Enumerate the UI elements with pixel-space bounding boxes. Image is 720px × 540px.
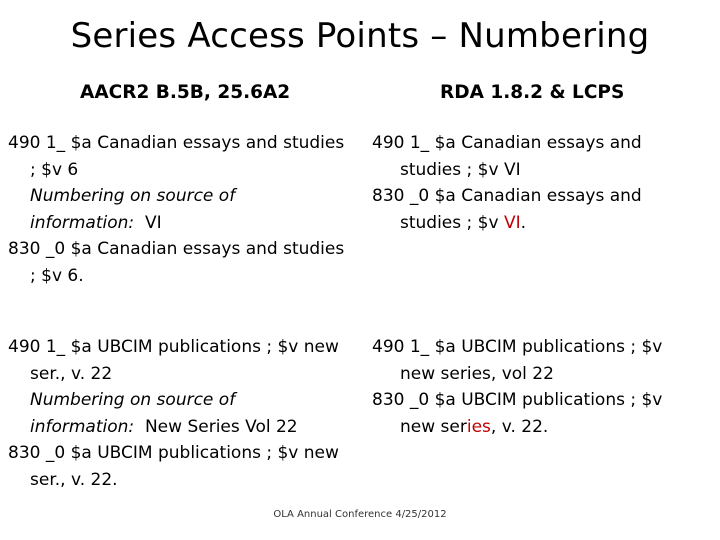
rda-ex1-830-line2 (372, 210, 717, 237)
rda-ex2-830-line2 (372, 414, 717, 441)
aacr2-ex1-note-line1: Numbering on source of (30, 186, 236, 206)
aacr2-ex2-note-line2 (8, 414, 363, 441)
aacr2-ex1-note-value: VI (144, 212, 162, 233)
aacr2-ex2-note-label: information: (30, 416, 135, 437)
aacr2-ex1-note-line2 (8, 210, 363, 237)
aacr2-ex1-830-line2: ; $v 6. (30, 265, 84, 286)
aacr2-example-2 (8, 334, 363, 493)
aacr2-ex1-490-line1: 490 1_ $a Canadian essays and studies (8, 133, 345, 153)
rda-ex2-830-highlight: ies (466, 416, 491, 437)
rda-example-1 (372, 130, 717, 236)
rda-ex2-490-line2: new series, vol 22 (400, 363, 554, 384)
rda-ex2-830-pre: new ser (400, 416, 467, 437)
rda-ex1-490-line2: studies ; $v VI (400, 159, 521, 180)
rda-heading: RDA 1.8.2 & LCPS (440, 82, 625, 103)
aacr2-ex2-note-value: New Series Vol 22 (144, 416, 298, 437)
aacr2-ex1-490-line2: ; $v 6 (30, 159, 79, 180)
aacr2-ex2-830-line2: ser., v. 22. (30, 469, 118, 490)
aacr2-ex2-note-line1: Numbering on source of (30, 390, 236, 410)
aacr2-ex1-830-line1: 830 _0 $a Canadian essays and studies (8, 239, 345, 259)
rda-ex1-830-highlight: VI (503, 212, 521, 233)
rda-ex1-830-pre: studies ; $v (400, 212, 504, 233)
rda-ex1-490-line1: 490 1_ $a Canadian essays and (372, 133, 642, 153)
aacr2-ex2-830-line1: 830 _0 $a UBCIM publications ; $v new (8, 443, 339, 463)
rda-ex1-830-post: . (520, 212, 527, 233)
rda-ex1-830-line1: 830 _0 $a Canadian essays and (372, 186, 642, 206)
rda-example-2 (372, 334, 717, 440)
rda-ex2-830-line1: 830 _0 $a UBCIM publications ; $v (372, 390, 663, 410)
slide-footer: OLA Annual Conference 4/25/2012 (273, 509, 447, 520)
aacr2-ex2-490-line2: ser., v. 22 (30, 363, 113, 384)
rda-ex2-490-line1: 490 1_ $a UBCIM publications ; $v (372, 337, 663, 357)
aacr2-ex1-note-label: information: (30, 212, 135, 233)
aacr2-heading: AACR2 B.5B, 25.6A2 (80, 82, 291, 103)
rda-ex2-830-post: , v. 22. (490, 416, 549, 437)
slide-title: Series Access Points – Numbering (70, 16, 650, 56)
aacr2-ex2-490-line1: 490 1_ $a UBCIM publications ; $v new (8, 337, 339, 357)
aacr2-example-1 (8, 130, 363, 289)
